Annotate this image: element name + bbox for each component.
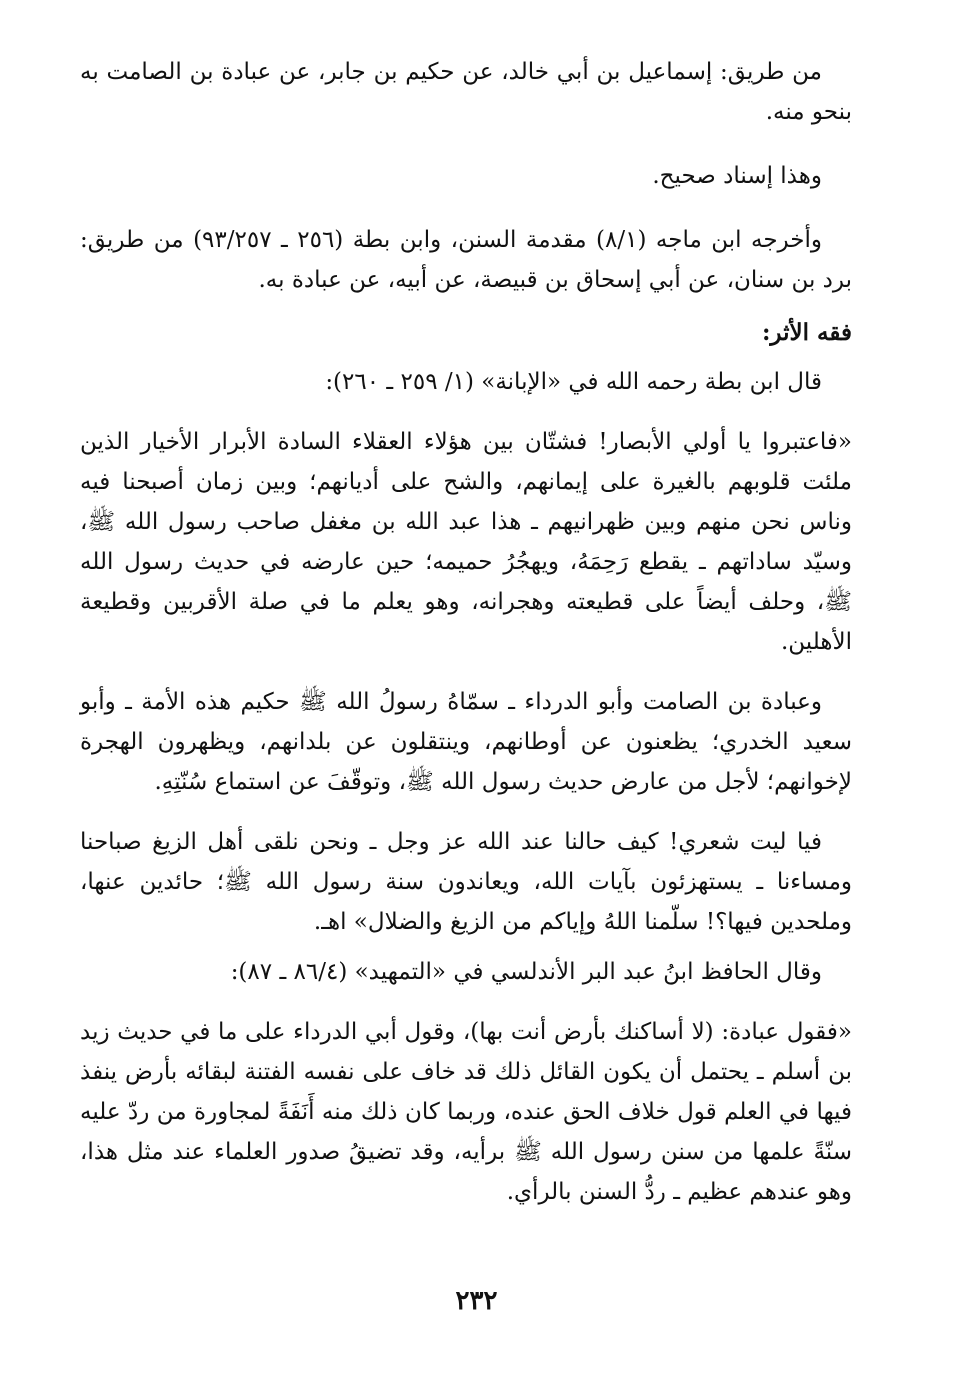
paragraph-ibn-abd-al-barr-intro: وقال الحافظ ابنُ عبد البر الأندلسي في «التمهيد» (٨٦/٤ ـ ٨٧): (230, 959, 822, 985)
page-number: ٢٣٢ (455, 1286, 498, 1316)
page-body (80, 52, 852, 1302)
paragraph-ibn-batta-intro: قال ابن بطة رحمه الله في «الإبانة» (١/ ٢٥٩ ـ ٢٦٠): (325, 369, 822, 395)
paragraph-quote-3: فيا ليت شعري! كيف حالنا عند الله عز وجل ـ ونحن نلقى أهل الزيغ صباحنا ومساءنا ـ يستهزئون بآيات الله، ويعاندون سنة رسول الله ﷺ؛ حائدين عنها، وملحدين فيها؟! سلّمنا اللهُ وإياكم من الزيغ والضلال» اهـ. (80, 829, 852, 935)
paragraph-quote-2: وعبادة بن الصامت وأبو الدرداء ـ سمّاهُ رسولُ الله ﷺ حكيم هذه الأمة ـ وأبو سعيد الخدري؛ يظعنون عن أوطانهم، وينتقلون عن بلدانهم، ويظهرون الهجرة لإخوانهم؛ لأجل من عارض حديث رسول الله ﷺ، وتوقّفَ عن استماع سُنّتِهِ. (80, 689, 852, 795)
paragraph-quote-4: «فقول عبادة: (لا أساكنك بأرض أنت بها)، وقول أبي الدرداء على ما في حديث زيد بن أسلم ـ يحتمل أن يكون القائل ذلك قد خاف على نفسه الفتنة لبقائه بأرض ينفذ فيها في العلم قول خلاف الحق عنده، وربما كان ذلك منه أَنَفَةً لمجاورة من ردّ عليه سنّةً علمها من سنن رسول الله ﷺ برأيه، وقد تضيقُ صدور العلماء عند مثل هذا، وهو عندهم عظيم ـ ردُّ السنن بالرأي. (80, 1019, 852, 1205)
paragraph-takhrij: وأخرجه ابن ماجه (٨/١) مقدمة السنن، وابن بطة (٢٥٦ ـ ٩٣/٢٥٧) من طريق: برد بن سنان، عن أبي إسحاق بن قبيصة، عن أبيه، عن عبادة به. (80, 227, 852, 293)
paragraph-chain-of-narration: من طريق: إسماعيل بن أبي خالد، عن حكيم بن جابر، عن عبادة بن الصامت به بنحو منه. (80, 59, 852, 125)
paragraph-quote-1: «فاعتبروا يا أولي الأبصار! فشتّان بين هؤلاء العقلاء السادة الأبرار الأخيار الذين ملئت قلوبهم بالغيرة على إيمانهم، والشح على أديانهم؛ وبين زمان أصبحنا فيه وناس نحن منهم وبين ظهرانيهم ـ هذا عبد الله بن مغفل صاحب رسول الله ﷺ، وسيّد ساداتهم ـ يقطع رَحِمَهُ، ويهجُرُ حميمه؛ حين عارضه في حديث رسول الله ﷺ، وحلف أيضاً على قطيعته وهجرانه، وهو يعلم ما في صلة الأقربين وقطيعة الأهلين. (80, 429, 852, 655)
paragraph-isnad-grading: وهذا إسناد صحيح. (652, 163, 822, 189)
section-heading: فقه الأثر: (761, 319, 852, 346)
